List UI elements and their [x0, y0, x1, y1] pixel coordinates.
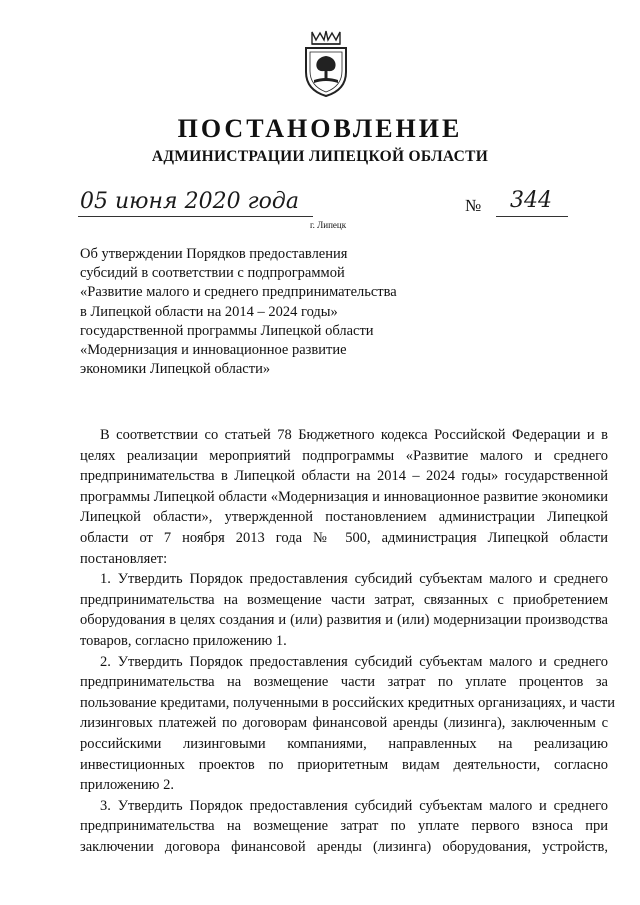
handwritten-number: 344 — [510, 188, 552, 213]
body-line: постановляет: — [80, 550, 168, 567]
body-line: 3. Утвердить Порядок предоставления субсидий субъектам малого и среднего — [100, 797, 608, 814]
date-underline — [78, 216, 313, 217]
subject-line: субсидий в соответствии с подпрограммой — [80, 265, 345, 282]
body-line: Липецкой области», утвержденной постановлением администрации Липецкой — [80, 509, 608, 526]
issuing-authority: АДМИНИСТРАЦИИ ЛИПЕЦКОЙ ОБЛАСТИ — [151, 148, 489, 165]
body-line: В соответствии со статьей 78 Бюджетного кодекса Российской Федерации и в — [100, 427, 608, 443]
body-line: оборудования в целях создания и (или) развития и (или) модернизации производства — [80, 612, 608, 629]
body-line: 2. Утвердить Порядок предоставления субсидий субъектам малого и среднего — [100, 653, 608, 670]
body-line: приложению 2. — [80, 777, 175, 794]
body-line: лизинговых платежей по договорам финансовой аренды (лизинга), заключенным с — [80, 715, 608, 732]
subject-line: «Развитие малого и среднего предпринимательства — [80, 284, 397, 301]
body-line: предпринимательства в Липецкой области на 2014 – 2024 годы» государственной — [80, 468, 608, 485]
handwritten-date: 05 июня 2020 года — [80, 189, 299, 214]
body-line: области от 7 ноября 2013 года № 500, администрация Липецкой области — [80, 529, 608, 546]
body-line: инвестиционных проектов по приоритетным видам деятельности, согласно — [80, 756, 608, 773]
subject-line: экономики Липецкой области» — [80, 361, 271, 378]
city-label: г. Липецк — [310, 220, 347, 230]
body-line: целях реализации мероприятий подпрограммы «Развитие малого и среднего — [80, 447, 608, 464]
body-line: заключении договора финансовой аренды (лизинга) оборудования, устройств, — [80, 838, 608, 855]
body-line: предпринимательства на возмещение части затрат, связанных с приобретением — [80, 591, 608, 608]
body-line: 1. Утвердить Порядок предоставления субсидий субъектам малого и среднего — [100, 571, 608, 588]
body-line: предпринимательства на возмещение части затрат по уплате процентов за — [80, 674, 608, 691]
number-label: № — [465, 196, 482, 215]
document-subject — [80, 245, 420, 379]
body-line: программы Липецкой области «Модернизация и инновационное развитие экономики — [80, 488, 608, 505]
body-line: пользование кредитами, полученными в российских кредитных организациях, и части — [80, 694, 616, 711]
subject-line: государственной программы Липецкой области — [80, 322, 374, 339]
number-underline — [496, 216, 568, 217]
subject-line: «Модернизация и инновационное развитие — [80, 342, 347, 359]
body-line: предпринимательства на возмещение затрат по уплате первого взноса при — [80, 818, 608, 835]
coat-of-arms-emblem — [300, 30, 352, 98]
document-body — [80, 425, 616, 857]
subject-line: в Липецкой области на 2014 – 2024 годы» — [80, 303, 338, 320]
body-line: товаров, согласно приложению 1. — [80, 632, 287, 649]
document-title: ПОСТАНОВЛЕНИЕ — [177, 114, 463, 143]
subject-line: Об утверждении Порядков предоставления — [80, 246, 348, 262]
body-line: российскими лизинговыми компаниями, направленных на реализацию — [80, 735, 608, 752]
